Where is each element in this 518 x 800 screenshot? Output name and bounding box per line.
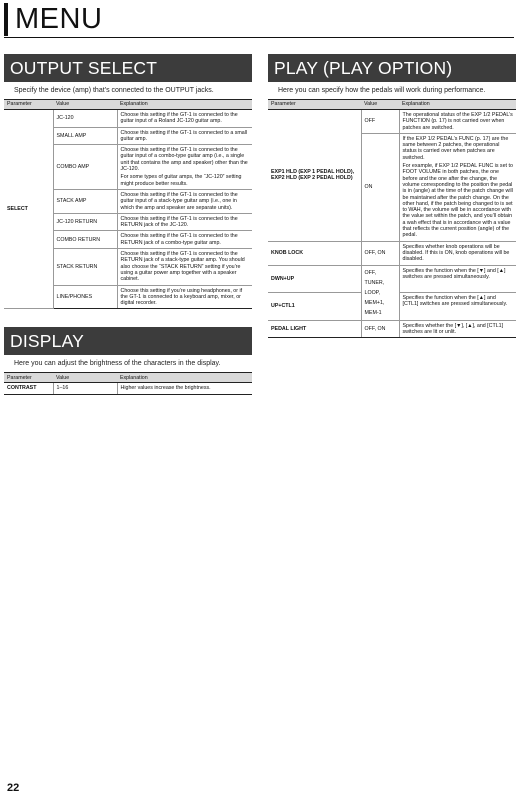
value-cell: SMALL AMP [53,127,117,145]
explanation-cell: If the EXP 1/2 PEDAL’s FUNC (p. 17) are the same between 2 patches, the operational status is carried over when patches are switched. For example, if EXP 1/2 PEDAL FUNC is set to FOOT VOLUME in both patches, the one before and the one after the change, the volume corresponding to the position the pedal is in (angle) at the time of the patch change will be maintained after the patch change. On the other hand, if the patch being changed to is set to WAH, the volume will be in accordance with the value set within the patch, and you’ll obtain a wah effect that is in accordance with a value that reflects the current position (angle) of the pedal. [399,133,516,241]
value-cell: LINE/PHONES [53,285,117,309]
table-row [268,320,516,338]
explanation-cell: Specifies whether the [▼], [▲], and [CTL1] switches are lit or unlit. [399,320,516,338]
col-header-value: Value [361,100,399,110]
explanation-cell: Choose this setting if the GT-1 is connected to a small guitar amp. [117,127,252,145]
value-cell: OFF, ON [361,320,399,338]
table-row [268,241,516,265]
explanation-cell: The operational status of the EXP 1/2 PEDAL’s FUNCTION (p. 17) is not carried over when patches are switched. [399,110,516,134]
param-knob-lock: KNOB LOCK [268,241,361,265]
display-intro: Here you can adjust the brightness of the characters in the display. [14,360,221,368]
param-contrast: CONTRAST [4,383,53,394]
value-cell: JC-120 RETURN [53,213,117,231]
output-select-table [4,99,252,309]
table-row [4,383,252,394]
explanation-cell: Higher values increase the brightness. [117,383,252,394]
param-exp-hold: EXP1 HLD (EXP 1 PEDAL HOLD), EXP2 HLD (EXP 2 PEDAL HOLD) [268,110,361,242]
col-header-explanation: Explanation [117,100,252,110]
left-column [4,54,252,395]
output-select-heading: OUTPUT SELECT [4,54,252,82]
value-cell: OFF, TUNER, LOOP, MEM+1, MEM-1 [361,265,399,320]
col-header-explanation: Explanation [399,100,516,110]
param-up-ctl1: UP+CTL1 [268,293,361,321]
header-rule [4,37,514,38]
value-cell: 1–16 [53,383,117,394]
col-header-parameter: Parameter [268,100,361,110]
value-cell: COMBO RETURN [53,231,117,249]
param-select: SELECT [4,110,53,309]
page-number: 22 [7,782,20,794]
explanation-cell: Choose this setting if the GT-1 is connected to the RETURN jack of a stack-type guitar amp. You should also choose the “STACK RETURN” setting if you’re using a guitar power amp together with a speaker cabinet. [117,249,252,285]
explanation-cell: Choose this setting if the GT-1 is connected to the guitar input of a combo-type guitar amp (i.e., a single unit that contains the amp and speaker) other than the JC-120. For some types of guitar amps, the “JC-120” setting might produce better results. [117,145,252,190]
header-bar [4,3,8,36]
explanation-cell: Choose this setting if the GT-1 is connected to the guitar input of a Roland JC-120 guitar amp. [117,110,252,128]
play-table [268,99,516,338]
right-column [268,54,516,338]
col-header-parameter: Parameter [4,373,53,383]
param-dwn-up: DWN+UP [268,265,361,293]
table-row [4,110,252,128]
table-row [268,110,516,134]
play-intro: Here you can specify how the pedals will work during performance. [278,87,486,94]
col-header-explanation: Explanation [117,373,252,383]
param-pedal-light: PEDAL LIGHT [268,320,361,338]
explanation-cell: Choose this setting if the GT-1 is connected to the RETURN jack of a combo-type guitar amp. [117,231,252,249]
value-cell: STACK RETURN [53,249,117,285]
play-heading: PLAY (PLAY OPTION) [268,54,516,82]
explanation-cell: Specifies the function when the [▼] and [▲] switches are pressed simultaneously. [399,265,516,293]
value-cell: OFF [361,110,399,134]
explanation-cell: Choose this setting if the GT-1 is connected to the RETURN jack of the JC-120. [117,213,252,231]
table-row [268,265,516,293]
value-cell: OFF, ON [361,241,399,265]
display-heading: DISPLAY [4,327,252,355]
col-header-value: Value [53,100,117,110]
page-header [0,0,518,44]
explanation-cell: Specifies the function when the [▲] and [CTL1] switches are pressed simultaneously. [399,293,516,321]
explanation-cell: Choose this setting if you’re using headphones, or if the GT-1 is connected to a keyboard amp, mixer, or digital recorder. [117,285,252,309]
col-header-value: Value [53,373,117,383]
value-cell: ON [361,133,399,241]
page-title: MENU [15,3,103,35]
value-cell: COMBO AMP [53,145,117,190]
value-cell: JC-120 [53,110,117,128]
explanation-cell: Choose this setting if the GT-1 is connected to the guitar input of a stack-type guitar amp (i.e., one in which the amp and speaker are separate units). [117,189,252,213]
display-table [4,372,252,394]
col-header-parameter: Parameter [4,100,53,110]
explanation-cell: Specifies whether knob operations will be disabled. If this is ON, knob operations will be disabled. [399,241,516,265]
output-select-intro: Specify the device (amp) that’s connected to the OUTPUT jacks. [14,87,214,94]
value-cell: STACK AMP [53,189,117,213]
